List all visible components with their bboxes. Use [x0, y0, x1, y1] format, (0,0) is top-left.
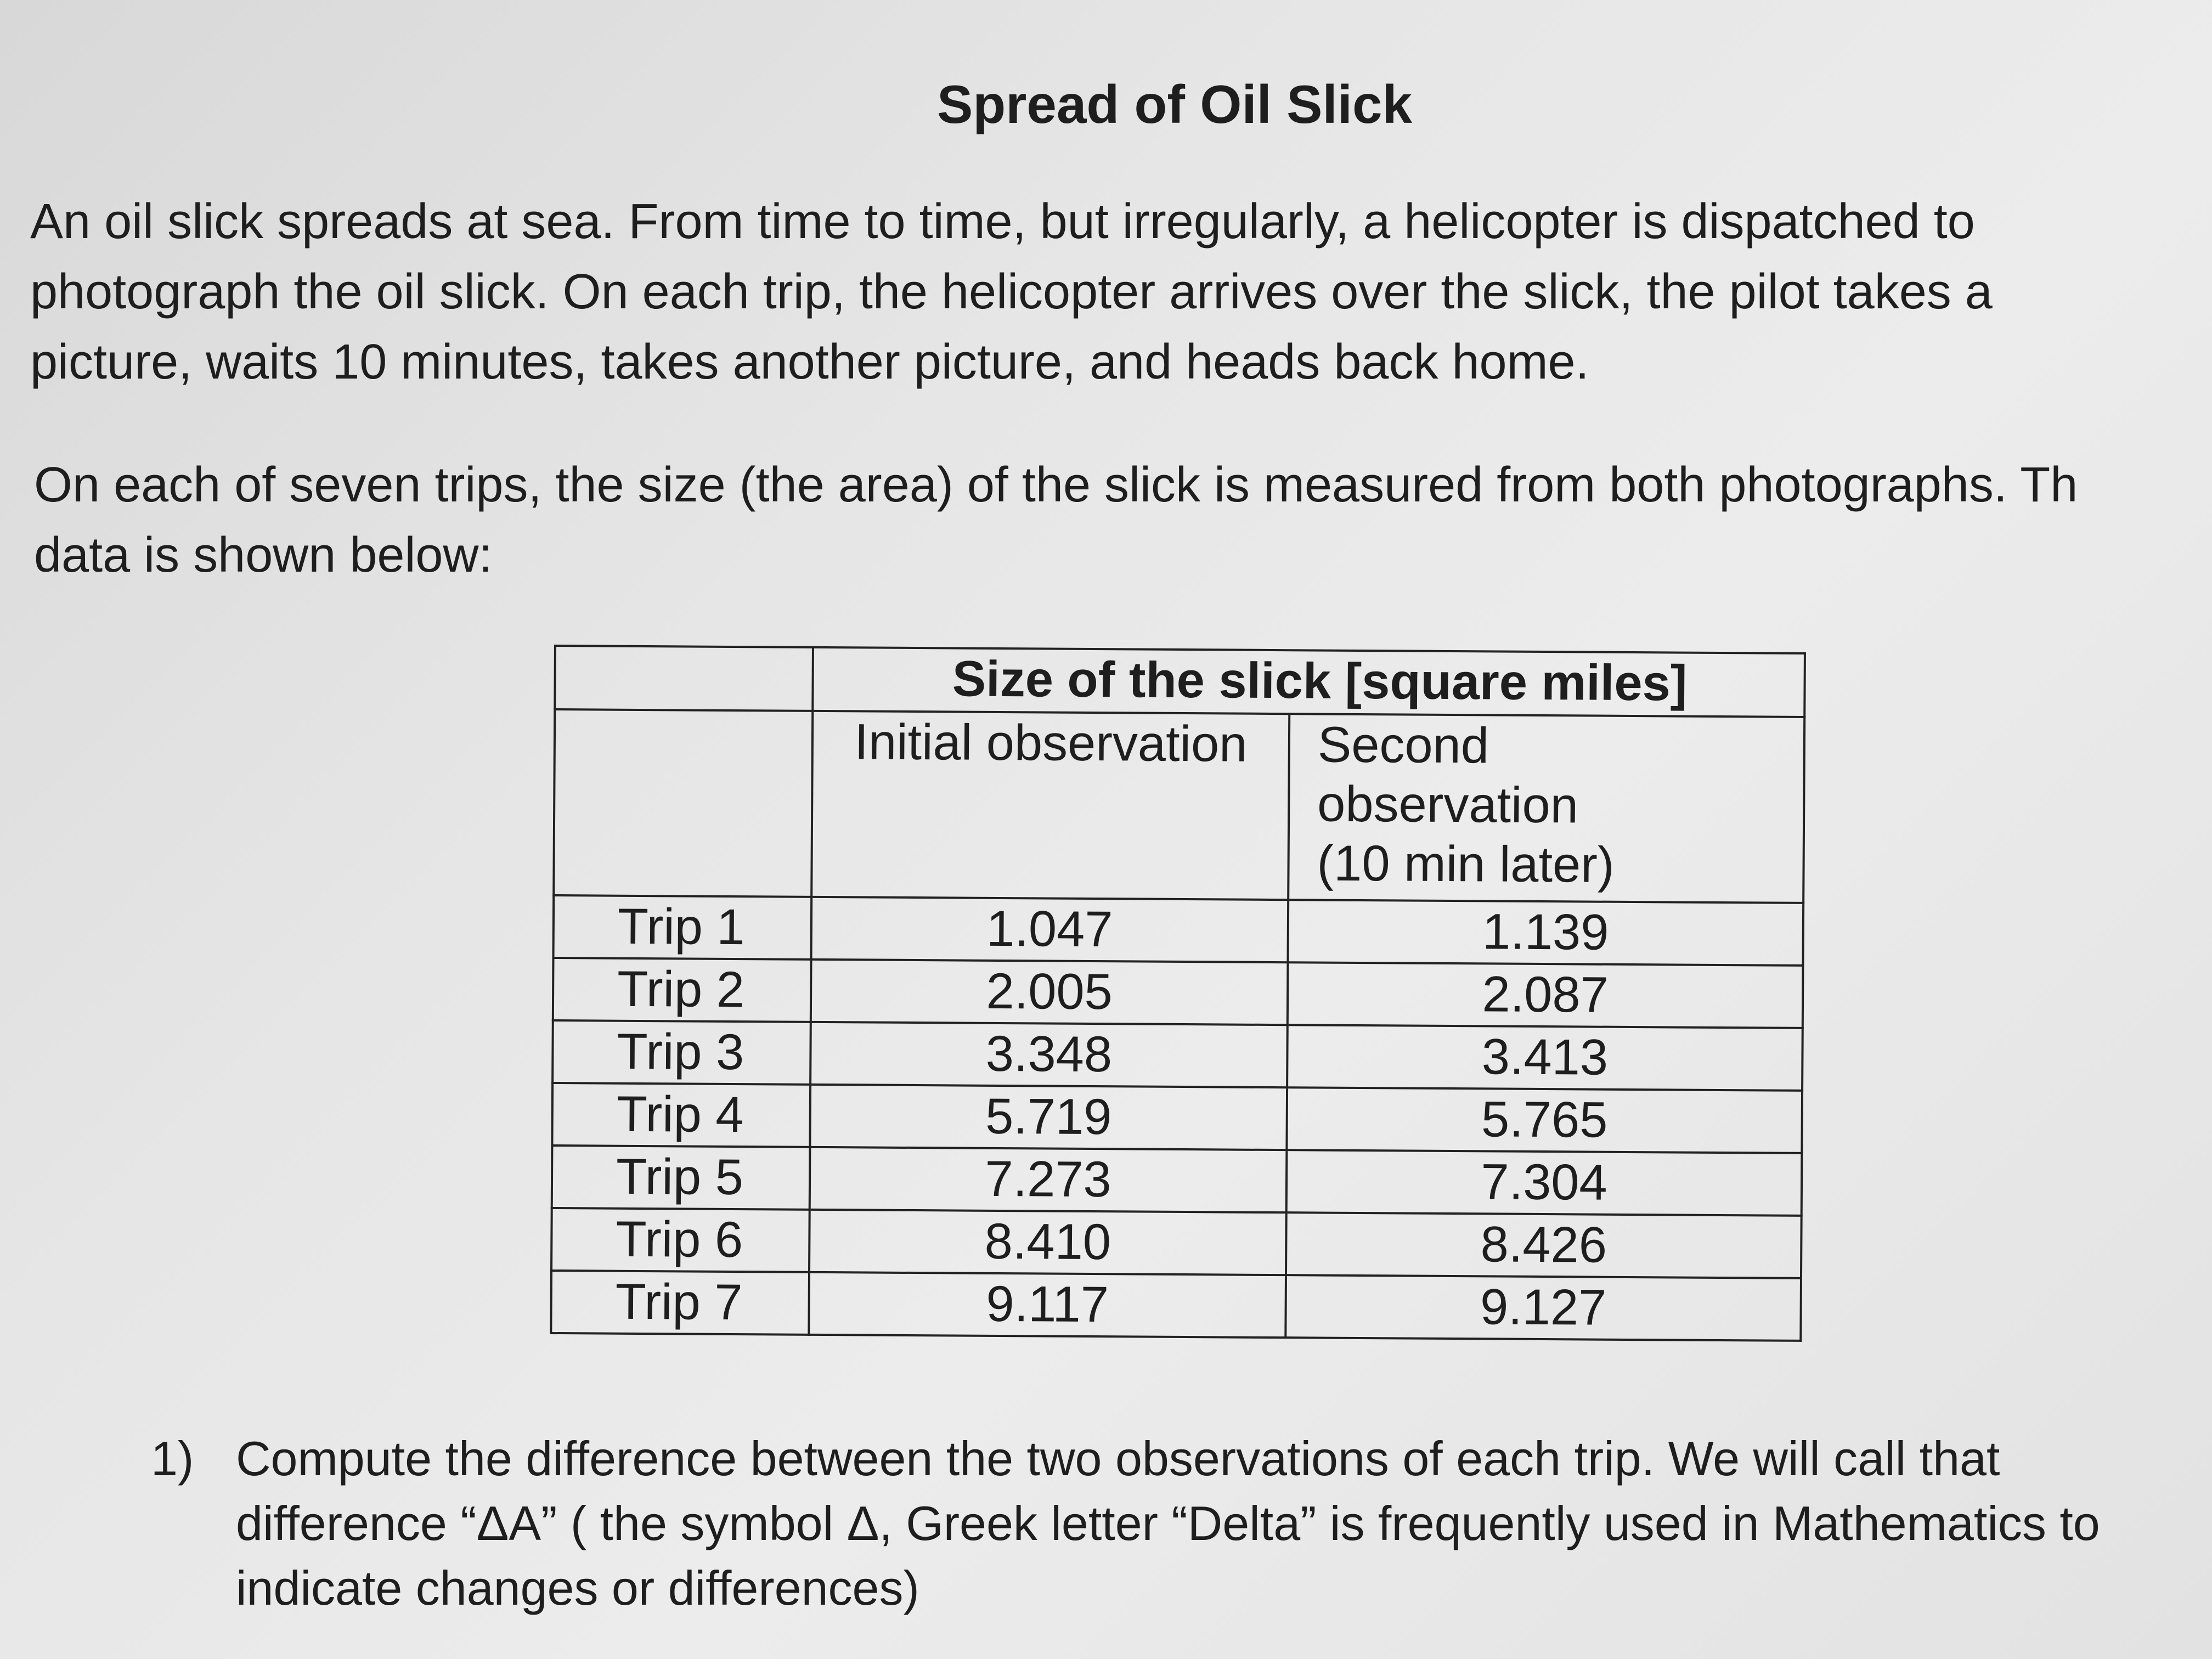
table-row [551, 1271, 1801, 1341]
initial-observation-header: Initial observation [811, 711, 1289, 900]
second-value-cell: 9.127 [1285, 1275, 1801, 1341]
table-row [554, 895, 1804, 966]
trip-label-cell: Trip 4 [552, 1083, 810, 1147]
table-main-header: Size of the slick [square miles] [812, 647, 1805, 717]
empty-subheader-cell [554, 709, 812, 897]
trip-label-cell: Trip 5 [552, 1146, 810, 1210]
table-subheader-row [554, 709, 1804, 903]
page-title: Spread of Oil Slick [937, 74, 1412, 134]
initial-value-cell: 2.005 [811, 960, 1288, 1025]
initial-value-cell: 8.410 [809, 1210, 1286, 1275]
question-text: Compute the difference between the two observations of each trip. We will call that difference “ΔA” ( the symbol Δ, Greek letter “Delta” is frequently used in Mathematics to indicate changes or differences) [236, 1431, 2100, 1615]
trip-label-cell: Trip 7 [551, 1271, 809, 1335]
trip-label-cell: Trip 1 [554, 895, 812, 960]
second-value-cell: 2.087 [1288, 962, 1803, 1028]
second-value-cell: 3.413 [1287, 1025, 1803, 1091]
initial-value-cell: 7.273 [810, 1147, 1287, 1212]
question-number: 1) [151, 1431, 194, 1486]
second-value-cell: 8.426 [1286, 1212, 1802, 1278]
oil-slick-data-table [550, 645, 1806, 1342]
initial-value-cell: 1.047 [811, 897, 1289, 962]
initial-value-cell: 5.719 [810, 1085, 1287, 1150]
intro-paragraph: An oil slick spreads at sea. From time to time, but irregularly, a helicopter is dispatched to photograph the oil slick. On each trip, the helicopter arrives over the slick, the pilot takes a picture, waits 10 minutes, takes another picture, and heads back home. [30, 194, 1993, 390]
table-header-row [555, 646, 1805, 717]
second-value-cell: 7.304 [1286, 1150, 1802, 1216]
trip-label-cell: Trip 2 [553, 958, 811, 1022]
question-1 [151, 1426, 2203, 1621]
second-observation-header: Second observation (10 min later) [1288, 714, 1804, 903]
trip-label-cell: Trip 3 [552, 1020, 811, 1085]
data-description-paragraph: On each of seven trips, the size (the area) of the slick is measured from both photographs. Th data is shown below: [34, 458, 2078, 583]
initial-value-cell: 9.117 [809, 1272, 1286, 1338]
trip-label-cell: Trip 6 [551, 1208, 810, 1272]
table-row [551, 1208, 1802, 1278]
empty-header-cell [555, 646, 813, 711]
second-value-cell: 5.765 [1286, 1087, 1802, 1153]
table-row [553, 958, 1803, 1028]
initial-value-cell: 3.348 [810, 1022, 1288, 1087]
table-row [552, 1083, 1802, 1153]
second-value-cell: 1.139 [1288, 900, 1803, 966]
table-row [552, 1020, 1803, 1091]
table-row [552, 1146, 1802, 1216]
